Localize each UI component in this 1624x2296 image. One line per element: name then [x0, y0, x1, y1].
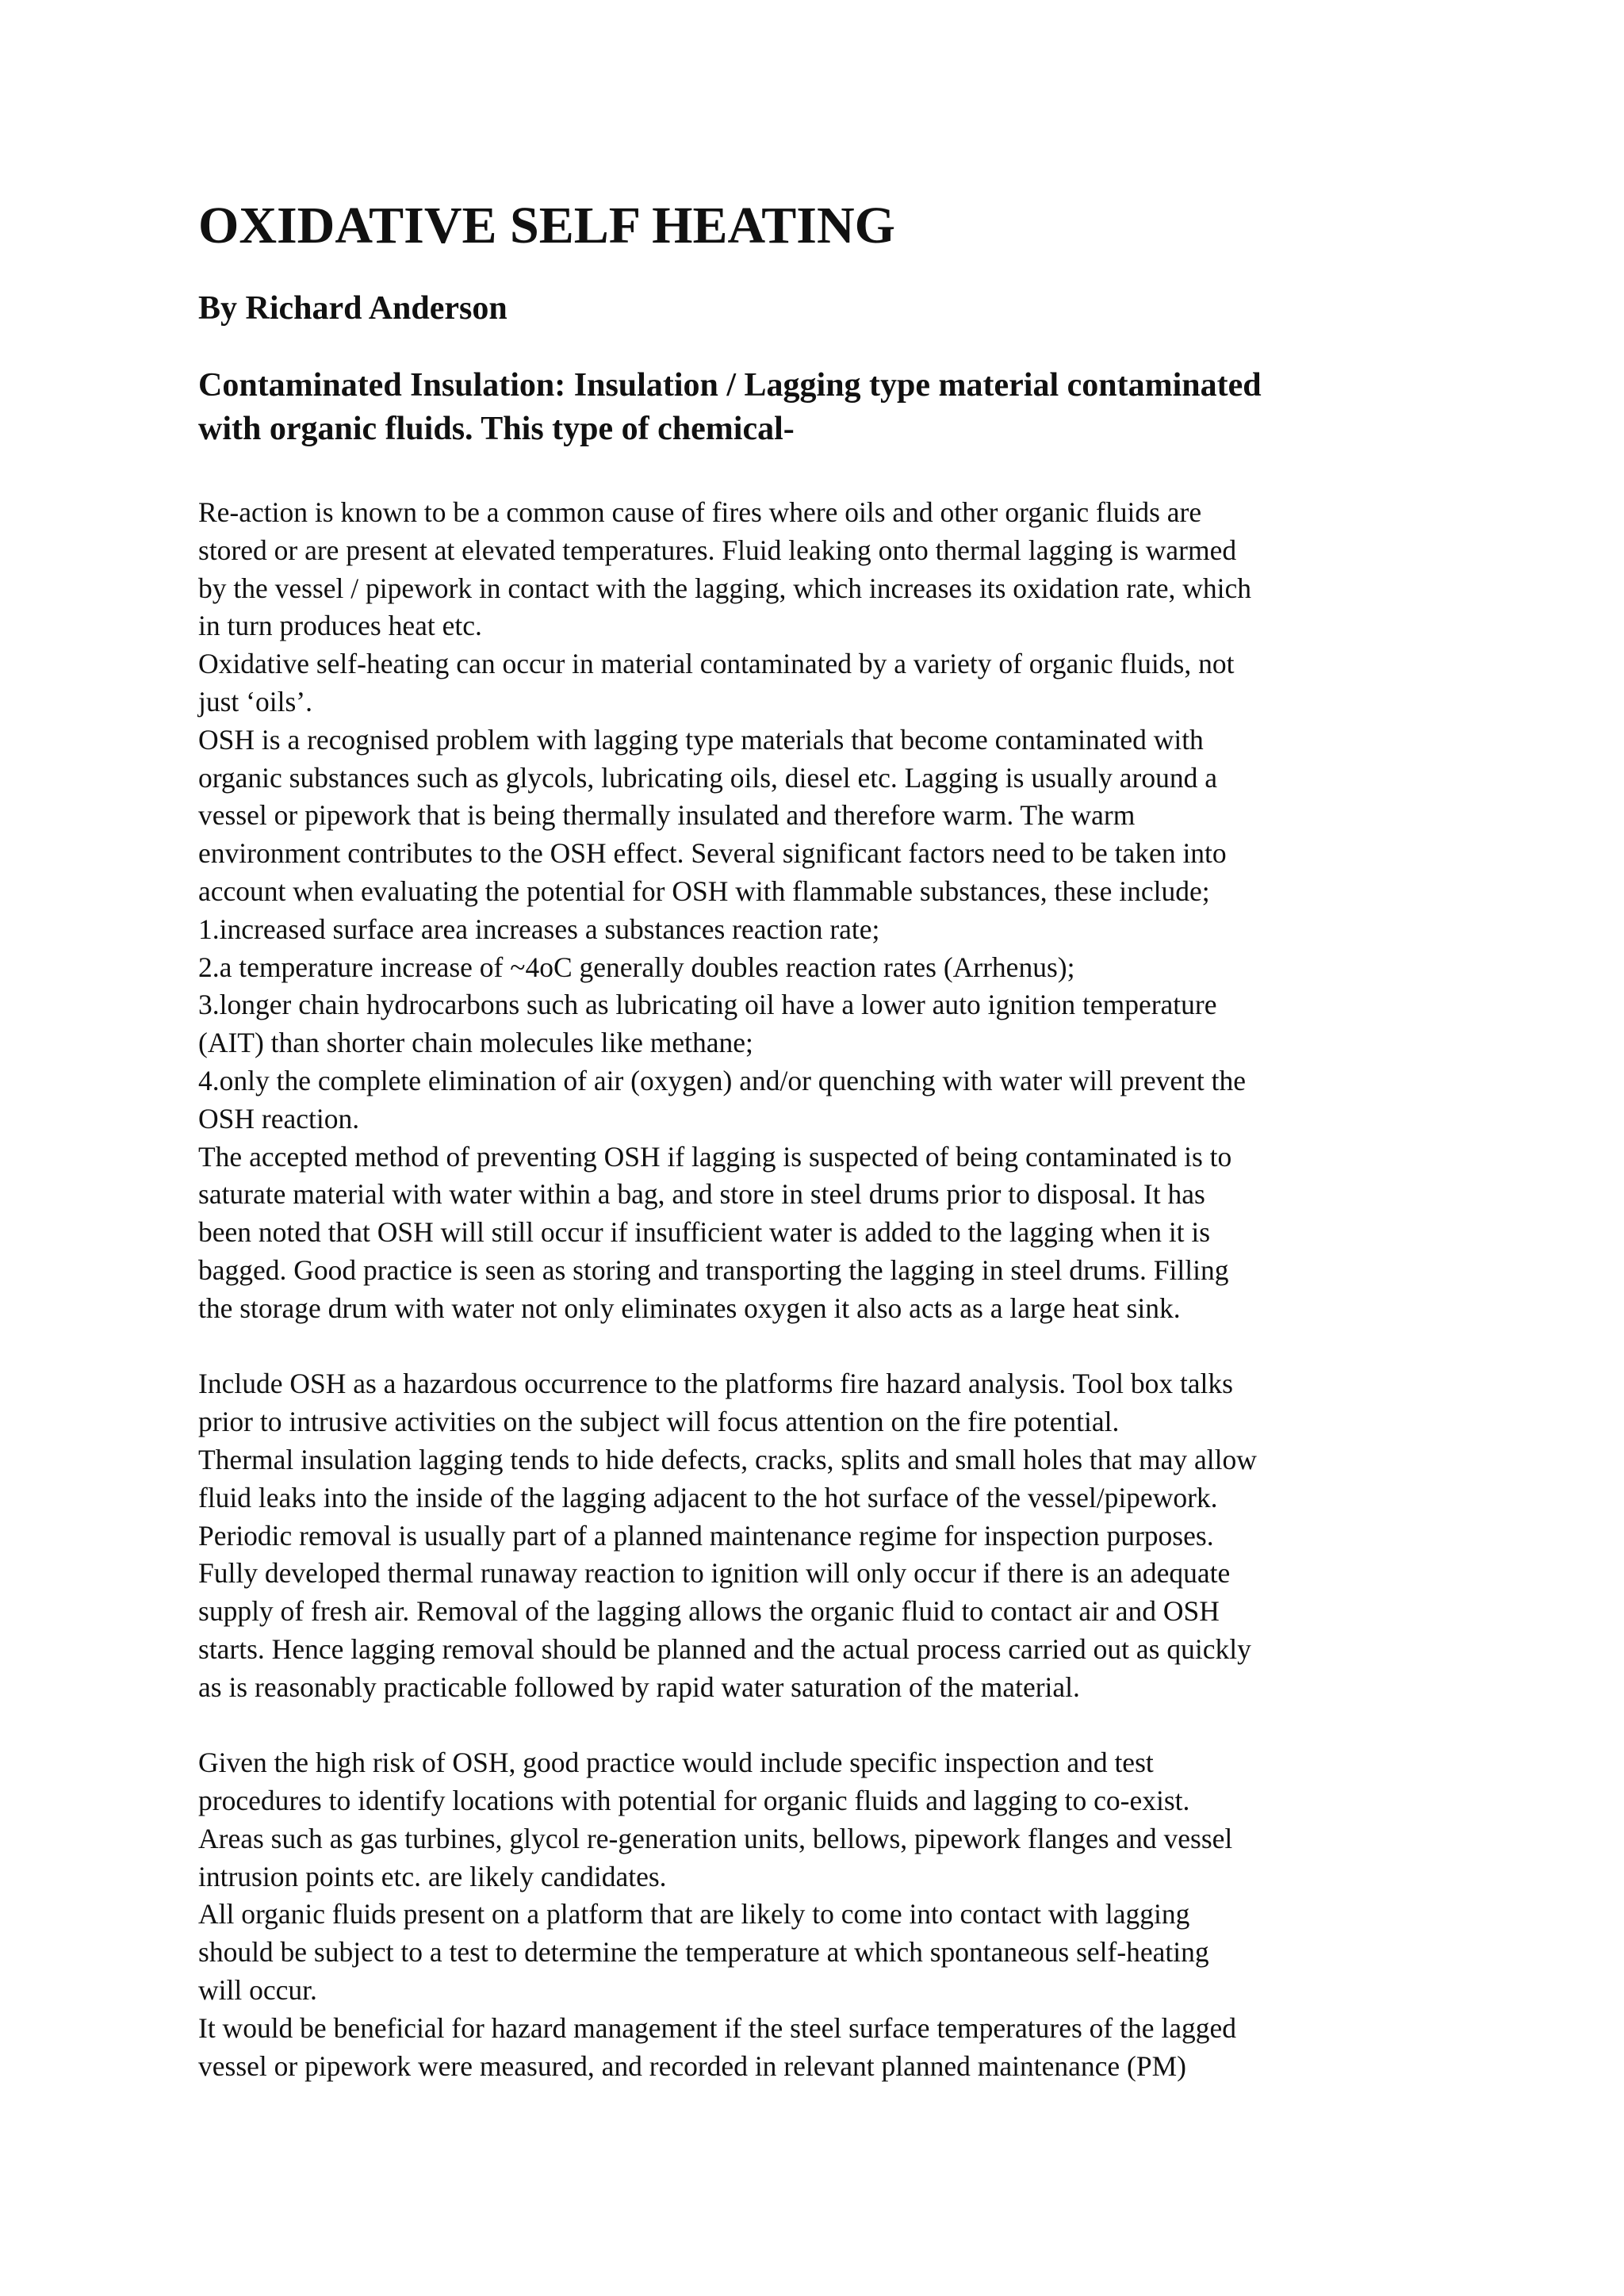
body-line: All organic fluids present on a platform that are likely to come into contact with lagging [198, 1898, 1190, 1931]
subheading-line: Contaminated Insulation: Insulation / Lagging type material contaminated [198, 367, 1262, 404]
body-line: fluid leaks into the inside of the lagging adjacent to the hot surface of the vessel/pipework. [198, 1481, 1218, 1513]
paragraph-gap [198, 1707, 1435, 1745]
paragraph-gap [198, 1328, 1435, 1366]
body-line: Fully developed thermal runaway reaction to ignition will only occur if there is an adequate [198, 1557, 1231, 1590]
body-line: will occur. [198, 1974, 317, 2007]
body-line: Re-action is known to be a common cause of fires where oils and other organic fluids are [198, 496, 1202, 528]
body-line: Include OSH as a hazardous occurrence to the platforms fire hazard analysis. Tool box talks [198, 1368, 1233, 1400]
body-line: been noted that OSH will still occur if insufficient water is added to the lagging when it is [198, 1216, 1211, 1249]
body-line: (AIT) than shorter chain molecules like methane; [198, 1027, 753, 1059]
body-line: bagged. Good practice is seen as storing and transporting the lagging in steel drums. Filling [198, 1253, 1229, 1286]
body-line: vessel or pipework that is being thermally insulated and therefore warm. The warm [198, 799, 1136, 832]
body-line: OSH reaction. [198, 1102, 360, 1135]
body-line: 4.only the complete elimination of air (oxygen) and/or quenching with water will prevent the [198, 1064, 1247, 1096]
body-line: the storage drum with water not only eliminates oxygen it also acts as a large heat sink. [198, 1292, 1181, 1324]
body-line: starts. Hence lagging removal should be planned and the actual process carried out as quickly [198, 1632, 1251, 1665]
body-line: by the vessel / pipework in contact with the lagging, which increases its oxidation rate, which [198, 572, 1251, 604]
section-subheading [198, 364, 1435, 451]
body-line: procedures to identify locations with potential for organic fluids and lagging to co-exist. [198, 1785, 1190, 1817]
body-line: vessel or pipework were measured, and recorded in relevant planned maintenance (PM) [198, 2049, 1186, 2082]
document-page [198, 194, 1435, 2085]
body-text [198, 494, 1435, 2085]
body-line: Periodic removal is usually part of a planned maintenance regime for inspection purposes. [198, 1519, 1214, 1552]
author-byline: By Richard Anderson [198, 290, 508, 327]
body-line: environment contributes to the OSH effect. Several significant factors need to be taken into [198, 837, 1227, 870]
body-line: stored or are present at elevated temperatures. Fluid leaking onto thermal lagging is warmed [198, 534, 1237, 566]
body-line: 3.longer chain hydrocarbons such as lubricating oil have a lower auto ignition temperature [198, 989, 1217, 1021]
body-line: Thermal insulation lagging tends to hide defects, cracks, splits and small holes that may allow [198, 1443, 1257, 1475]
body-line: 1.increased surface area increases a substances reaction rate; [198, 913, 880, 945]
body-line: It would be beneficial for hazard management if the steel surface temperatures of the lagged [198, 2011, 1236, 2044]
body-line: organic substances such as glycols, lubricating oils, diesel etc. Lagging is usually around a [198, 761, 1217, 794]
body-line: The accepted method of preventing OSH if lagging is suspected of being contaminated is to [198, 1140, 1232, 1173]
body-line: intrusion points etc. are likely candidates. [198, 1860, 667, 1892]
document-title: OXIDATIVE SELF HEATING [198, 197, 895, 254]
body-line: saturate material with water within a bag, and store in steel drums prior to disposal. It has [198, 1178, 1205, 1211]
body-line: should be subject to a test to determine the temperature at which spontaneous self-heating [198, 1936, 1209, 1969]
body-line: Areas such as gas turbines, glycol re-generation units, bellows, pipework flanges and vessel [198, 1822, 1233, 1854]
body-line: just ‘oils’. [198, 685, 312, 718]
body-line: OSH is a recognised problem with lagging type materials that become contaminated with [198, 723, 1204, 756]
body-line: Oxidative self-heating can occur in material contaminated by a variety of organic fluids, not [198, 648, 1235, 680]
body-line: 2.a temperature increase of ~4oC generally doubles reaction rates (Arrhenus); [198, 951, 1075, 983]
body-line: in turn produces heat etc. [198, 610, 482, 642]
body-line: as is reasonably practicable followed by rapid water saturation of the material. [198, 1670, 1080, 1703]
body-line: account when evaluating the potential for OSH with flammable substances, these include; [198, 874, 1210, 907]
body-line: Given the high risk of OSH, good practice would include specific inspection and test [198, 1747, 1154, 1779]
body-line: supply of fresh air. Removal of the lagging allows the organic fluid to contact air and OSH [198, 1595, 1220, 1628]
subheading-line: with organic fluids. This type of chemical- [198, 411, 795, 447]
body-line: prior to intrusive activities on the subject will focus attention on the fire potential. [198, 1406, 1120, 1438]
